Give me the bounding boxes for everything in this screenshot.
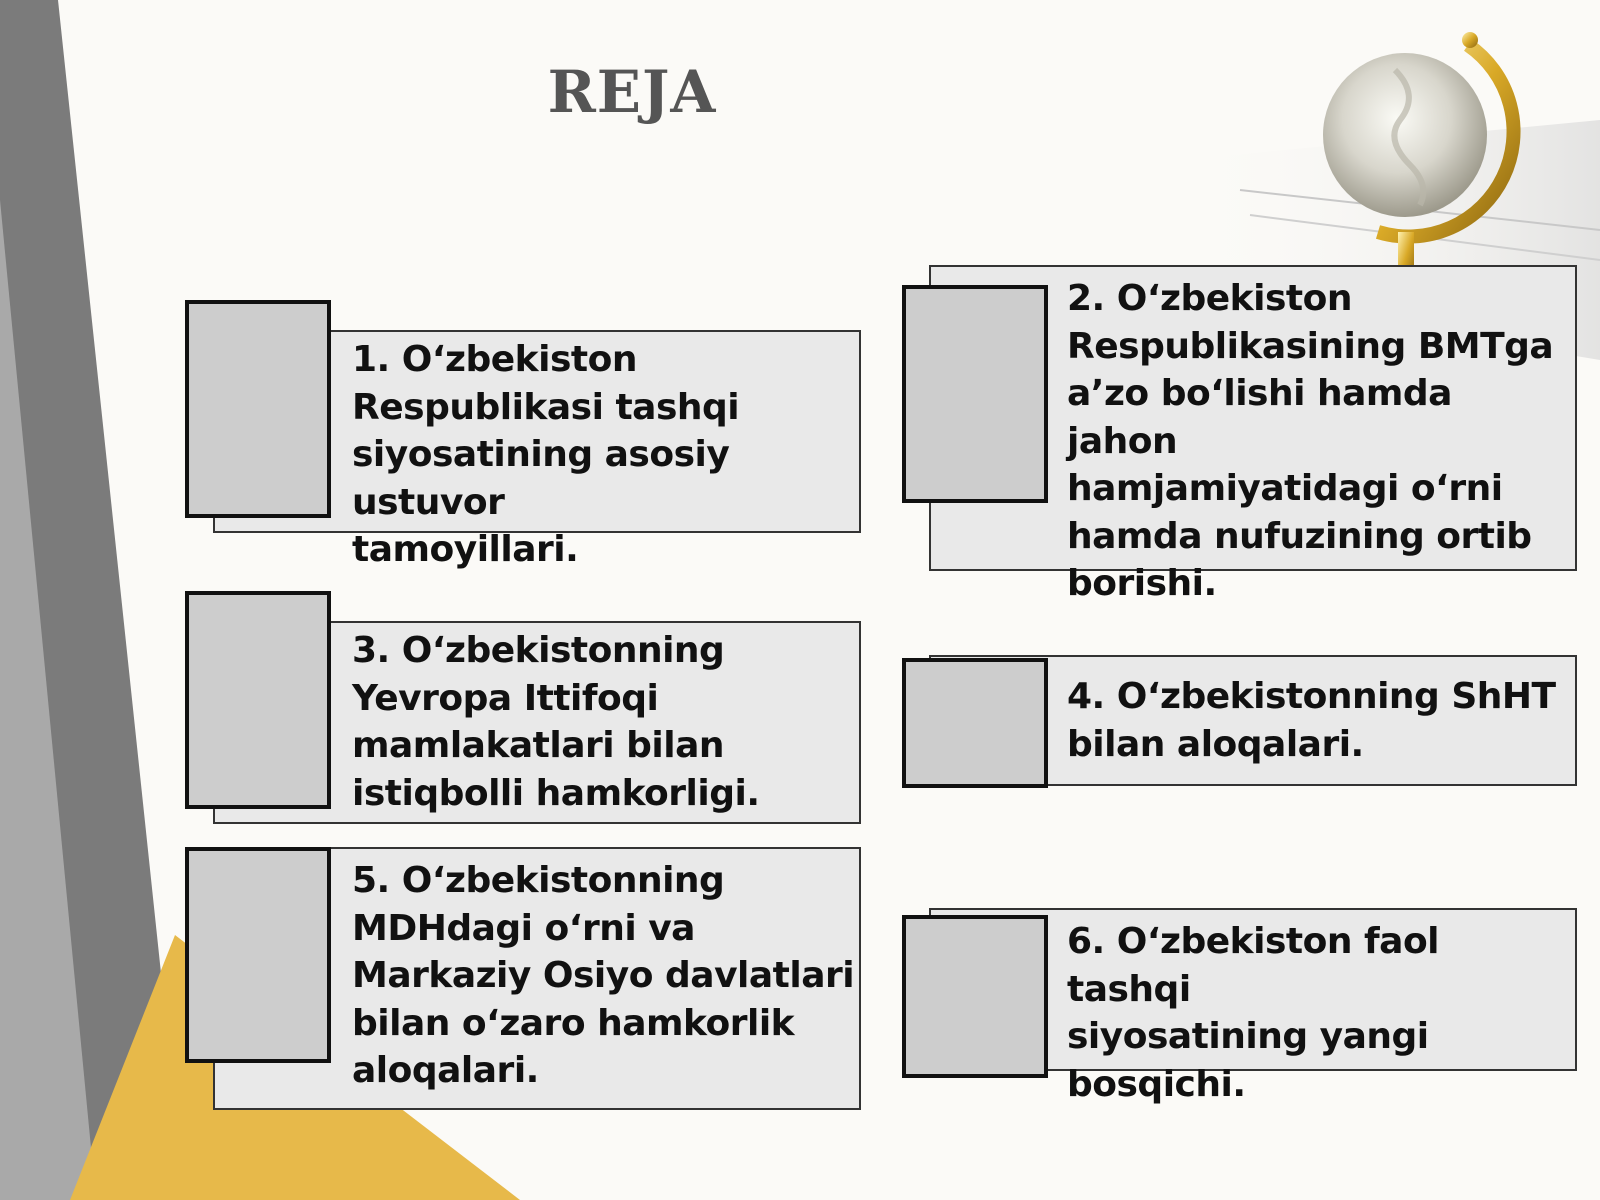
plan-item-5 — [185, 847, 865, 1112]
plan-item-text: 4. O‘zbekistonning ShHT bilan aloqalari. — [1067, 676, 1556, 765]
plan-item-marker — [185, 300, 331, 518]
plan-item-marker — [185, 591, 331, 809]
plan-item-2 — [902, 265, 1577, 604]
plan-item-1 — [185, 300, 865, 570]
plan-item-marker — [902, 658, 1048, 788]
slide-title: REJA — [547, 58, 717, 126]
plan-item-text: 3. O‘zbekistonning Yevropa Ittifoqi mamlakatlari bilan istiqbolli hamkorligi. — [352, 630, 760, 814]
plan-item-3 — [185, 591, 865, 826]
plan-item-text: 6. O‘zbekiston faol tashqi siyosatining yangi bosqichi. — [1067, 921, 1440, 1105]
plan-item-6 — [902, 908, 1577, 1105]
plan-item-marker — [902, 915, 1048, 1078]
plan-item-4 — [902, 655, 1577, 790]
plan-item-marker — [185, 847, 331, 1063]
plan-item-text: 5. O‘zbekistonning MDHdagi o‘rni va Markaziy Osiyo davlatlari bilan o‘zaro hamkorlik aloqalari. — [352, 860, 855, 1091]
plan-item-text: 1. O‘zbekiston Respublikasi tashqi siyosatining asosiy ustuvor tamoyillari. — [352, 339, 740, 570]
plan-item-marker — [902, 285, 1048, 503]
plan-item-text: 2. O‘zbekiston Respublikasining BMTga a’zo bo‘lishi hamda jahon hamjamiyatidagi o‘rni hamda nufuzining ortib borishi. — [1067, 278, 1554, 604]
